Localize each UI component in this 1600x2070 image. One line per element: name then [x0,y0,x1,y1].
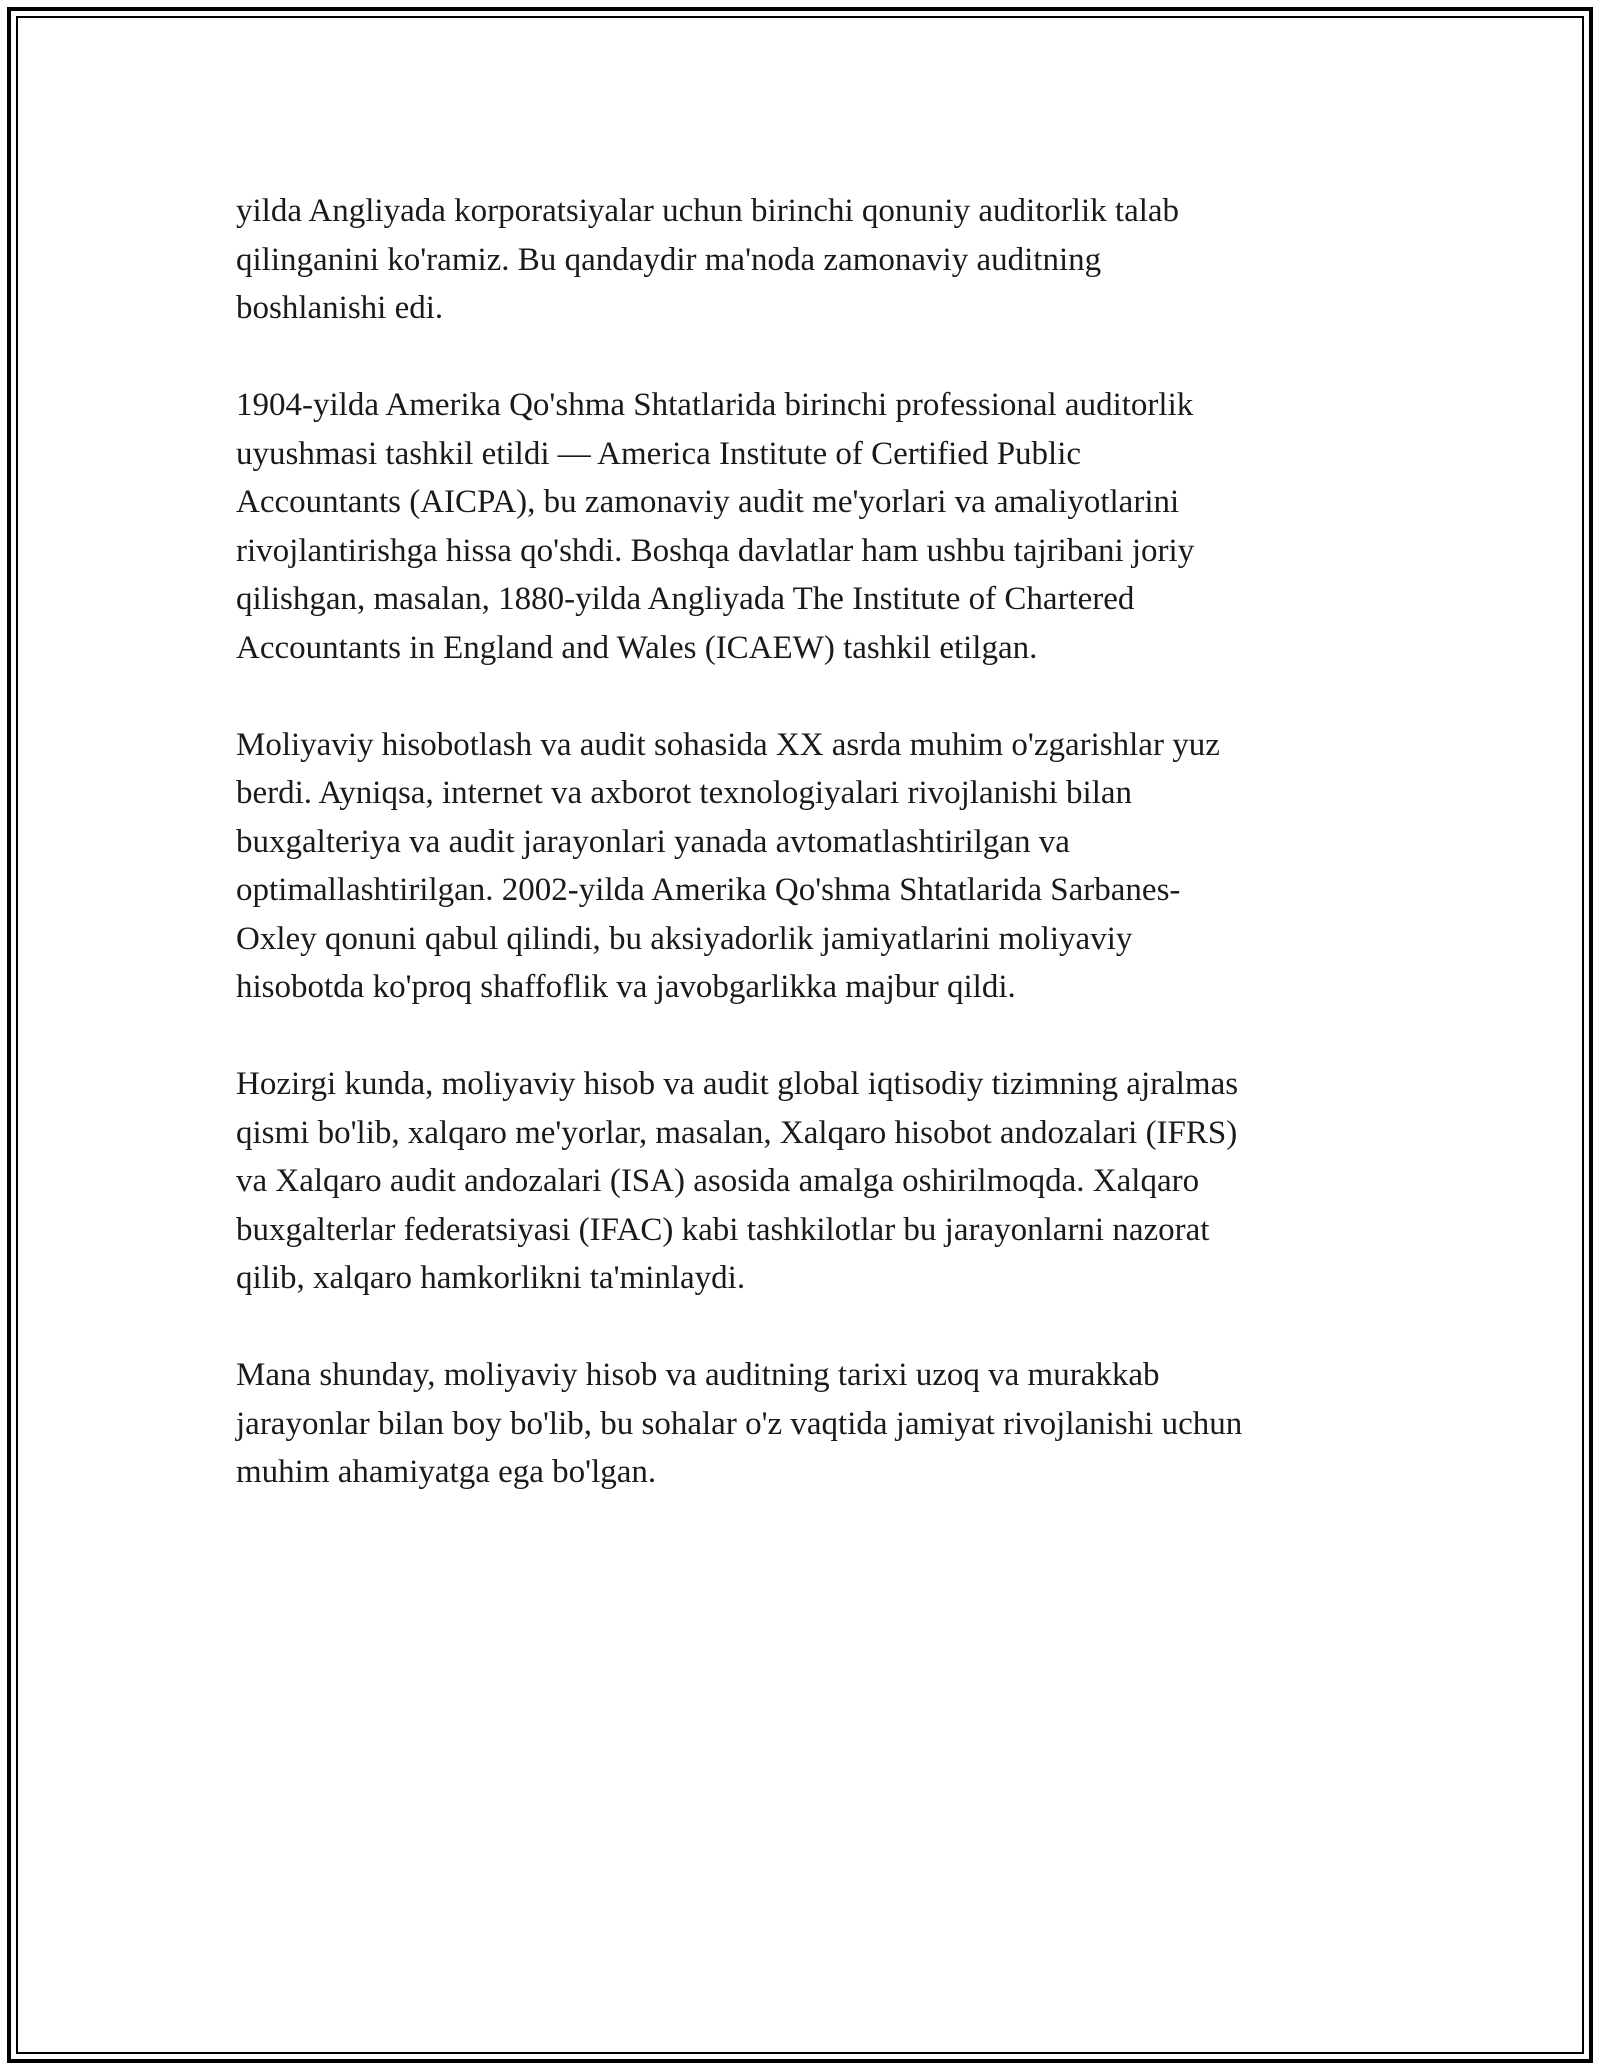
paragraph-aicpa-founding: 1904-yilda Amerika Qo'shma Shtatlarida birinchi professional auditorlik uyushmasi tashkil etildi — America Institute of Certified Public Accountants (AICPA), bu zamonaviy audit me'yorlari va amaliyotlarini rivojlantirishga hissa qo'shdi. Boshqa davlatlar ham ushbu tajribani joriy qilishgan, masalan, 1880-yilda Angliyada The Institute of Chartered Accountants in England and Wales (ICAEW) tashkil etilgan. [236,387,1195,666]
paragraph-twentieth-century-changes: Moliyaviy hisobotlash va audit sohasida XX asrda muhim o'zgarishlar yuz berdi. Ayniqsa, internet va axborot texnologiyalari rivojlanishi bilan buxgalteriya va audit jarayonlari yanada avtomatlashtirilgan va optimallashtirilgan. 2002-yilda Amerika Qo'shma Shtatlarida Sarbanes- Oxley qonuni qabul qilindi, bu aksiyadorlik jamiyatlarini moliyaviy hisobotda ko'proq shaffoflik va javobgarlikka majbur qildi. [236,726,1220,1005]
paragraph-international-standards: Hozirgi kunda, moliyaviy hisob va audit global iqtisodiy tizimning ajralmas qismi bo'lib, xalqaro me'yorlar, masalan, Xalqaro hisobot andozalari (IFRS) va Xalqaro audit andozalari (ISA) asosida amalga oshirilmoqda. Xalqaro buxgalterlar federatsiyasi (IFAC) kabi tashkilotlar bu jarayonlarni nazorat qilib, xalqaro hamkorlikni ta'minlaydi. [236,1066,1239,1296]
paragraph-conclusion: Mana shunday, moliyaviy hisob va auditning tarixi uzoq va murakkab jarayonlar bilan boy bo'lib, bu sohalar o'z vaqtida jamiyat rivojlanishi uchun muhim ahamiyatga ega bo'lgan. [236,1357,1243,1490]
document-body [236,187,1366,1497]
paragraph-audit-origins: yilda Angliyada korporatsiyalar uchun birinchi qonuniy auditorlik talab qilinganini ko'ramiz. Bu qandaydir ma'noda zamonaviy auditning boshlanishi edi. [236,193,1180,326]
